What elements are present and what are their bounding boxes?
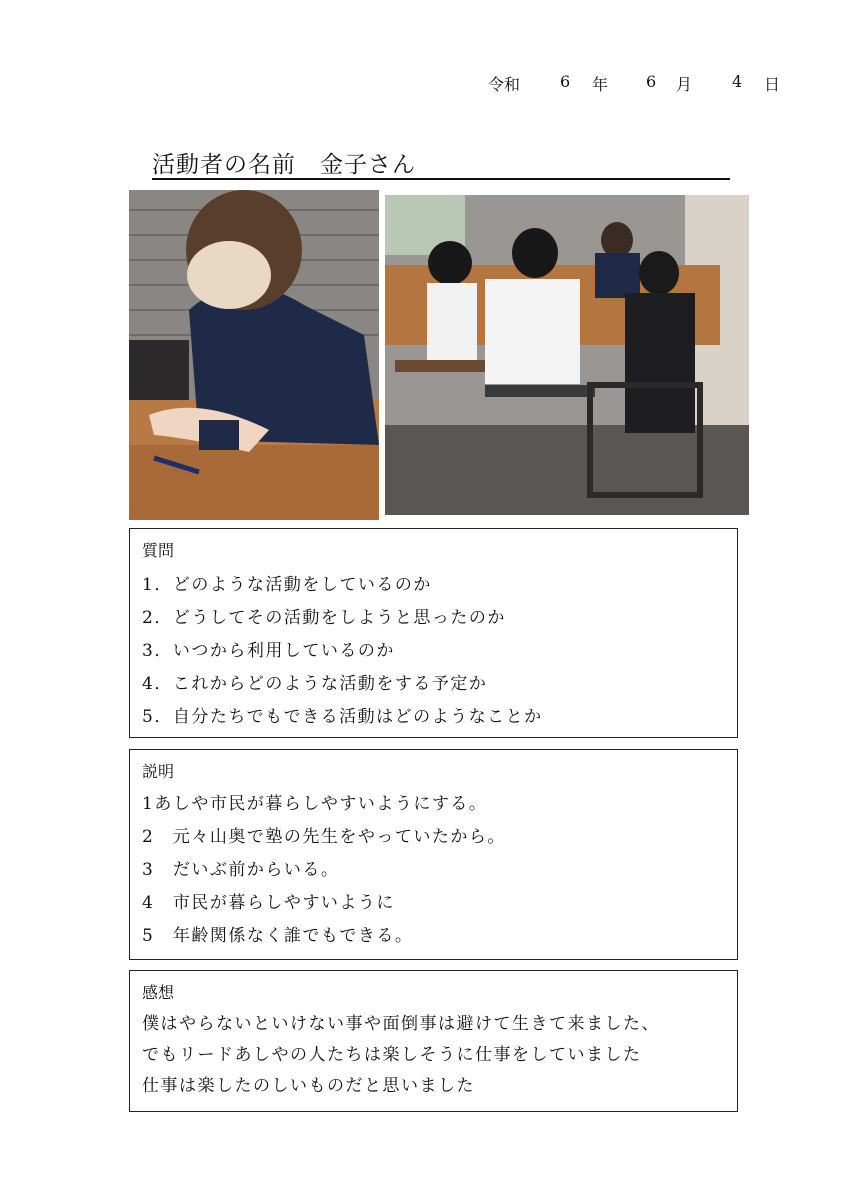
impression-line: 僕はやらないといけない事や面倒事は避けて生きて来ました、: [142, 1014, 660, 1034]
date-line: [470, 72, 790, 96]
impressions-heading: 感想: [142, 983, 175, 1002]
page-title: 活動者の名前 金子さん: [152, 146, 730, 180]
question-item: 2．どうしてその活動をしようと思ったのか: [142, 608, 506, 628]
questions-box: [129, 528, 738, 738]
question-item: 5．自分たちでもできる活動はどのようなことか: [142, 707, 543, 727]
date-year: 6: [560, 72, 571, 91]
explanation-item: 5 年齢関係なく誰でもできる。: [142, 926, 414, 946]
question-item: 1．どのような活動をしているのか: [142, 575, 432, 595]
explanation-item: 4 市民が暮らしやすいように: [142, 893, 395, 913]
explanation-item: 2 元々山奥で塾の先生をやっていたから。: [142, 827, 506, 847]
date-month-unit: 月: [676, 75, 693, 94]
impression-line: 仕事は楽したのしいものだと思いました: [142, 1076, 475, 1096]
explanation-item: 3 だいぶ前からいる。: [142, 860, 340, 880]
date-era: 令和: [488, 75, 521, 94]
date-month: 6: [646, 72, 657, 91]
explanation-heading: 説明: [142, 762, 175, 781]
date-day-unit: 日: [764, 75, 781, 94]
photo-interview-scene: [385, 195, 749, 515]
photo-interviewee: [129, 190, 379, 520]
explanation-box: [129, 749, 738, 960]
question-item: 4．これからどのような活動をする予定か: [142, 674, 488, 694]
explanation-item: 1あしや市民が暮らしやすいようにする。: [142, 794, 488, 814]
questions-heading: 質問: [142, 541, 175, 560]
date-day: 4: [732, 72, 743, 91]
question-item: 3．いつから利用しているのか: [142, 641, 395, 661]
impression-line: でもリードあしやの人たちは楽しそうに仕事をしていました: [142, 1045, 642, 1065]
impressions-box: [129, 970, 738, 1112]
date-year-unit: 年: [592, 75, 609, 94]
